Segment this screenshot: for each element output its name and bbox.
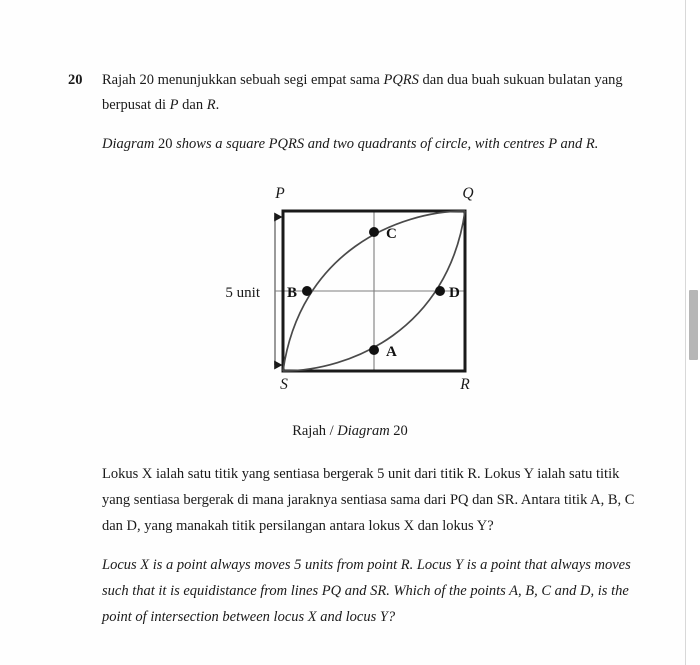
- page-scrollbar-thumb[interactable]: [689, 290, 698, 360]
- question-malay-text: [102, 68, 640, 118]
- question-number: 20: [68, 72, 83, 88]
- question-text: [102, 68, 640, 157]
- vertex-label-r: R: [460, 376, 470, 393]
- locus-text-block: [102, 462, 640, 631]
- page-scrollbar-track[interactable]: [685, 0, 700, 665]
- point-label-b: B: [286, 285, 298, 301]
- caption-english-word: Diagram: [337, 423, 390, 439]
- point-a-marker: [369, 345, 379, 355]
- question-english-text: [102, 132, 640, 157]
- caption-number: 20: [389, 423, 408, 439]
- point-c-marker: [369, 227, 379, 237]
- english-text-body: shows a square PQRS and two quadrants of circle, with centres P and R.: [176, 135, 599, 152]
- point-b-marker: [302, 286, 312, 296]
- vertex-label-q: Q: [462, 185, 474, 202]
- point-d-marker: [435, 286, 445, 296]
- locus-english-paragraph: Locus X is a point always moves 5 units from point R. Locus Y is a point that always moves such that it is equidistance from lines PQ and SR. Which of the points A, B, C and D, is the point of intersection between locus X and locus Y?: [102, 557, 631, 625]
- malay-label-r: R: [206, 96, 216, 113]
- dimension-label-5-unit: 5 unit: [225, 285, 260, 301]
- malay-text-part-2: dan dua buah sukuan bulatan yang berpusat di: [102, 72, 623, 113]
- point-label-d: D: [449, 285, 460, 301]
- point-label-c: C: [386, 226, 397, 242]
- diagram-svg: [200, 170, 520, 400]
- malay-text-part-1: Rajah 20 menunjukkan sebuah segi empat sama: [102, 72, 384, 88]
- vertex-label-p: P: [275, 185, 285, 202]
- point-label-a: A: [386, 344, 397, 360]
- english-diagram-number: 20: [154, 135, 177, 152]
- figure-caption: [0, 423, 700, 440]
- question-row: [68, 68, 640, 157]
- malay-text-part-4: .: [215, 96, 220, 113]
- question-block: [68, 68, 640, 157]
- english-word-diagram: Diagram: [102, 135, 155, 152]
- figure-diagram-20: [200, 170, 520, 400]
- malay-label-p: P: [169, 96, 179, 113]
- vertex-label-s: S: [280, 376, 288, 393]
- malay-label-pqrs: PQRS: [383, 72, 419, 88]
- caption-malay-word: Rajah: [292, 423, 327, 439]
- malay-text-part-3: dan: [178, 96, 207, 113]
- locus-malay-paragraph: Lokus X ialah satu titik yang sentiasa bergerak 5 unit dari titik R. Lokus Y ialah satu titik yang sentiasa bergerak di mana jaraknya sentiasa sama dari PQ dan SR. Antara titik A, B, C dan D, yang manakah titik persilangan antara lokus X dan lokus Y?: [102, 466, 635, 534]
- caption-separator: /: [326, 423, 338, 439]
